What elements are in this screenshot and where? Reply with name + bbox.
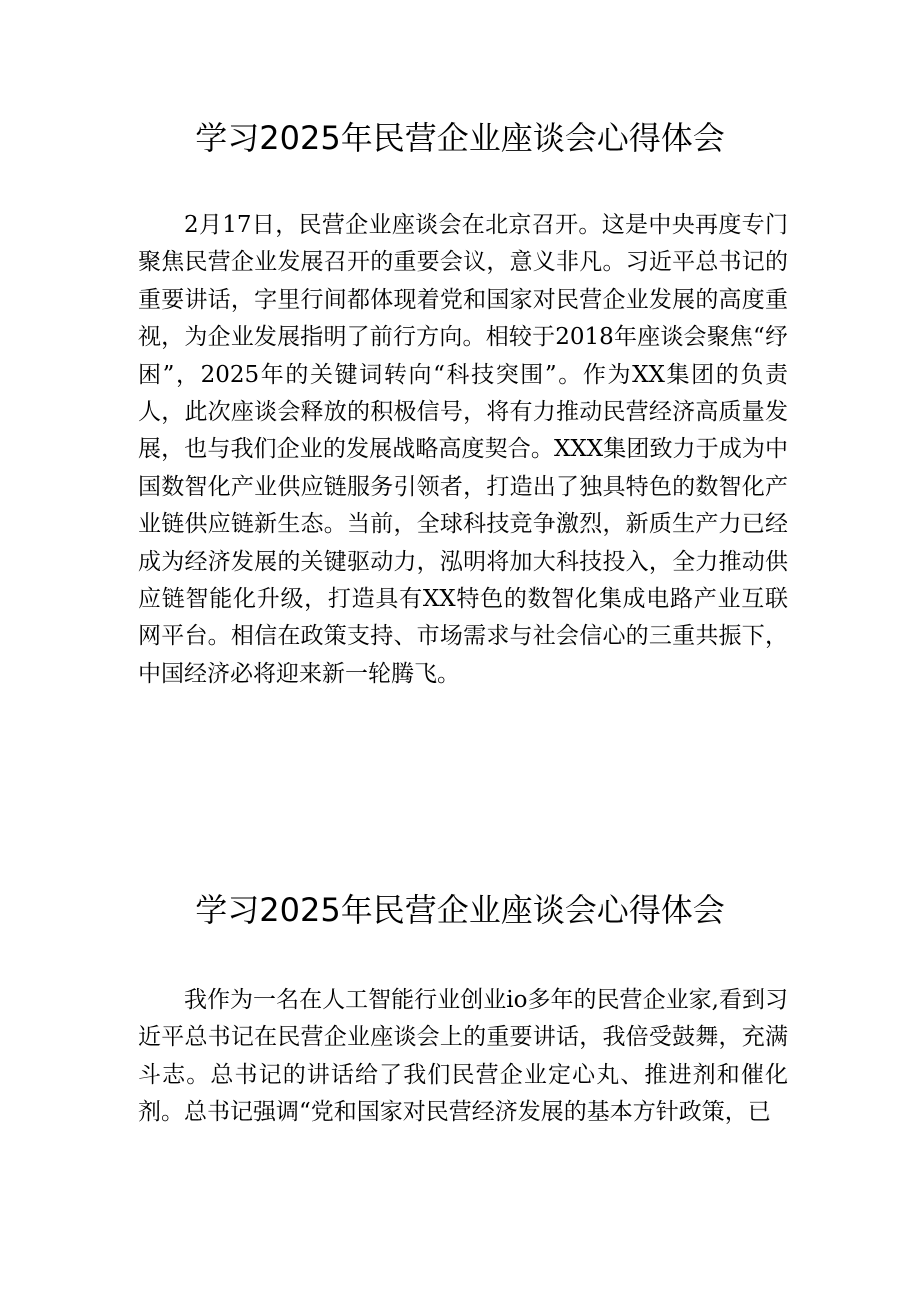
- article-title-2: 学习2025年民营企业座谈会心得体会: [195, 891, 725, 929]
- article-paragraph-2: 我作为一名在人工智能行业创业io多年的民营企业家,看到习近平总书记在民营企业座谈会上的重要讲话，我倍受鼓舞，充满斗志。总书记的讲话给了我们民营企业定心丸、推进剂和催化剂。总书记强调“党和国家对民营经济发展的基本方针政策，已: [138, 987, 788, 1126]
- article-paragraph-1: 2月17日，民营企业座谈会在北京召开。这是中央再度专门聚焦民营企业发展召开的重要会议，意义非凡。习近平总书记的重要讲话，字里行间都体现着党和国家对民营企业发展的高度重视，为企业发展指明了前行方向。相较于2018年座谈会聚焦“纾困”，2025年的关键词转向“科技突围”。作为XX集团的负责人，此次座谈会释放的积极信号，将有力推动民营经济高质量发展，也与我们企业的发展战略高度契合。XXX集团致力于成为中国数智化产业供应链服务引领者，打造出了独具特色的数智化产业链供应链新生态。当前，全球科技竞争激烈，新质生产力已经成为经济发展的关键驱动力，泓明将加大科技投入，全力推动供应链智能化升级，打造具有XX特色的数智化集成电路产业互联网平台。相信在政策支持、市场需求与社会信心的三重共振下，中国经济必将迎来新一轮腾飞。: [138, 212, 788, 687]
- article-title-1: 学习2025年民营企业座谈会心得体会: [195, 119, 725, 157]
